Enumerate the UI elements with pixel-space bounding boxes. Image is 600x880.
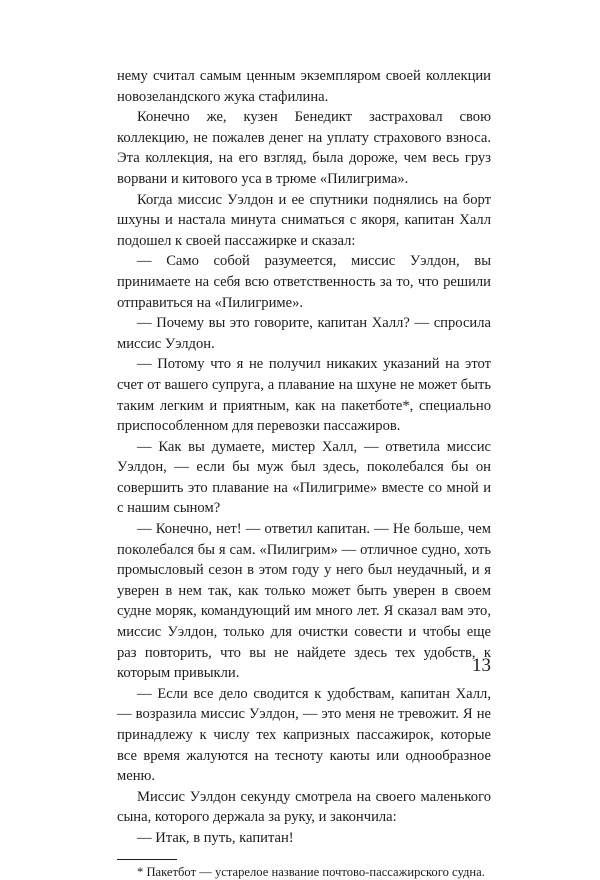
paragraph-3: Когда миссис Уэлдон и ее спутники поднялись на борт шхуны и настала минута сниматься с якоря, капитан Халл подошел к своей пассажирке и сказал: (117, 191, 491, 249)
page-number: 13 (472, 655, 491, 676)
paragraph-2: Конечно же, кузен Бенедикт застраховал свою коллекцию, не пожалев денег на уплату страхового взноса. Эта коллекция, на его взгляд, была дороже, чем весь груз ворвани и китового уса в трюме «Пилигрима». (117, 109, 491, 187)
paragraph-7: — Как вы думаете, мистер Халл, — ответила миссис Уэлдон, — если бы муж был здесь, поколебался бы он совершить это плавание на «Пилигриме» вместе со мной и с нашим сыном? (117, 438, 491, 517)
paragraph-5: — Почему вы это говорите, капитан Халл? — спросила миссис Уэлдон. (117, 315, 491, 352)
footnote-divider (117, 859, 177, 860)
paragraph-8: — Конечно, нет! — ответил капитан. — Не больше, чем поколебался бы я сам. «Пилигрим» — отличное судно, хоть промысловый сезон в этом году у него был неудачный, и я уверен в нем так, как только может быть уверен в своем судне моряк, командующий им много лет. Я сказал вам это, миссис Уэлдон, только для очистки совести и чтобы еще раз повторить, что вы не найдете здесь тех удобств, к которым привыкли. (117, 521, 491, 682)
paragraph-10: Миссис Уэлдон секунду смотрела на своего маленького сына, которого держала за руку, и закончила: (117, 788, 491, 826)
paragraph-4: — Само собой разумеется, миссис Уэлдон, вы принимаете на себя всю ответственность за то, что решили отправиться на «Пилигриме». (117, 253, 491, 311)
book-page (117, 66, 491, 880)
paragraph-9: — Если все дело сводится к удобствам, капитан Халл, — возразила миссис Уэлдон, — это меня не тревожит. Я не принадлежу к числу тех капризных пассажирок, которые все время жалуются на тесноту каюты или однообразное меню. (117, 685, 491, 785)
paragraph-1: нему считал самым ценным экземпляром своей коллекции новозеландского жука стафилина. (117, 68, 491, 105)
footnote: * Пакетбот — устарелое название почтово-пассажирского судна. (137, 864, 485, 879)
paragraph-11: — Итак, в путь, капитан! (137, 829, 294, 846)
paragraph-6: — Потому что я не получил никаких указаний на этот счет от вашего супруга, а плавание на шхуне не может быть таким легким и приятным, как на пакетботе*, специально приспособленном для перевозки пассажиров. (117, 356, 491, 435)
